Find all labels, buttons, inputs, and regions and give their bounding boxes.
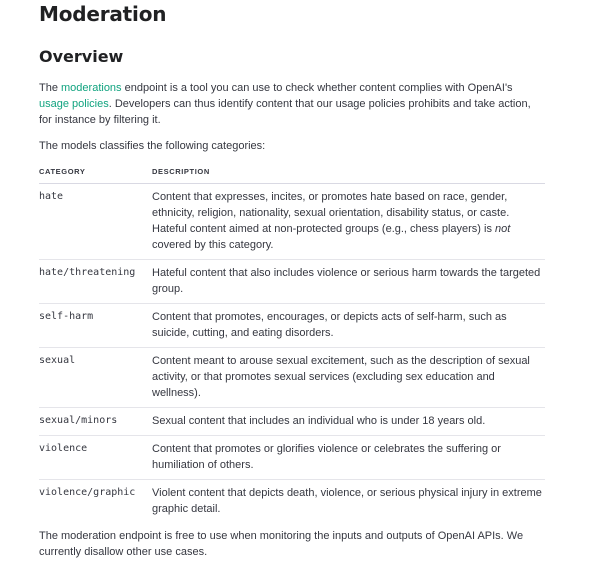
category-name: violence: [39, 436, 152, 480]
category-name: sexual: [39, 348, 152, 408]
description-column-header: DESCRIPTION: [152, 164, 545, 184]
table-row: [39, 348, 545, 408]
categories-table: [39, 164, 545, 523]
description-tail: covered by this category.: [152, 239, 274, 251]
table-row: [39, 480, 545, 524]
usage-policies-link[interactable]: usage policies: [39, 98, 109, 110]
table-row: [39, 408, 545, 436]
intro-mid: endpoint is a tool you can use to check whether content complies with OpenAI's: [121, 82, 513, 94]
table-row: [39, 260, 545, 304]
category-name: hate/threatening: [39, 260, 152, 304]
moderations-link[interactable]: moderations: [61, 82, 122, 94]
description-text: Content that expresses, incites, or promotes hate based on race, gender, ethnicity, religion, nationality, sexual orientation, disability status, or caste. Hateful content aimed at non-protected groups (e.g., chess players) is: [152, 191, 510, 235]
overview-heading: Overview: [39, 47, 124, 66]
intro-prefix: The: [39, 82, 62, 94]
category-description: Content meant to arouse sexual excitement, such as the description of sexual activity, or that promotes sexual services (excluding sex education and wellness).: [152, 348, 545, 408]
category-name: violence/graphic: [39, 487, 136, 498]
table-header-row: [39, 164, 545, 184]
category-name: self-harm: [39, 304, 152, 348]
category-name: hate: [39, 184, 152, 260]
category-description: Hateful content that also includes violence or serious harm towards the targeted group.: [152, 260, 545, 304]
intro-paragraph: [39, 80, 545, 128]
description-emphasis: not: [495, 223, 511, 235]
category-description: Violent content that depicts death, violence, or serious physical injury in extreme graphic detail.: [152, 487, 542, 515]
category-description: Content that promotes or glorifies violence or celebrates the suffering or humiliation of others.: [152, 436, 545, 480]
category-column-header: CATEGORY: [39, 164, 152, 184]
category-description: Sexual content that includes an individual who is under 18 years old.: [152, 408, 545, 436]
table-row: [39, 184, 545, 260]
page-title: Moderation: [39, 2, 167, 26]
category-name: sexual/minors: [39, 408, 152, 436]
table-row: [39, 304, 545, 348]
category-description: Content that promotes, encourages, or depicts acts of self-harm, such as suicide, cutting, and eating disorders.: [152, 304, 545, 348]
category-description: [152, 184, 545, 260]
table-row: [39, 436, 545, 480]
models-paragraph: The models classifies the following categories:: [39, 140, 266, 152]
footer-paragraph: The moderation endpoint is free to use when monitoring the inputs and outputs of OpenAI APIs. We currently disallow other use cases.: [39, 530, 524, 558]
intro-suffix: . Developers can thus identify content that our usage policies prohibits and take action, for instance by filtering it.: [39, 98, 531, 126]
